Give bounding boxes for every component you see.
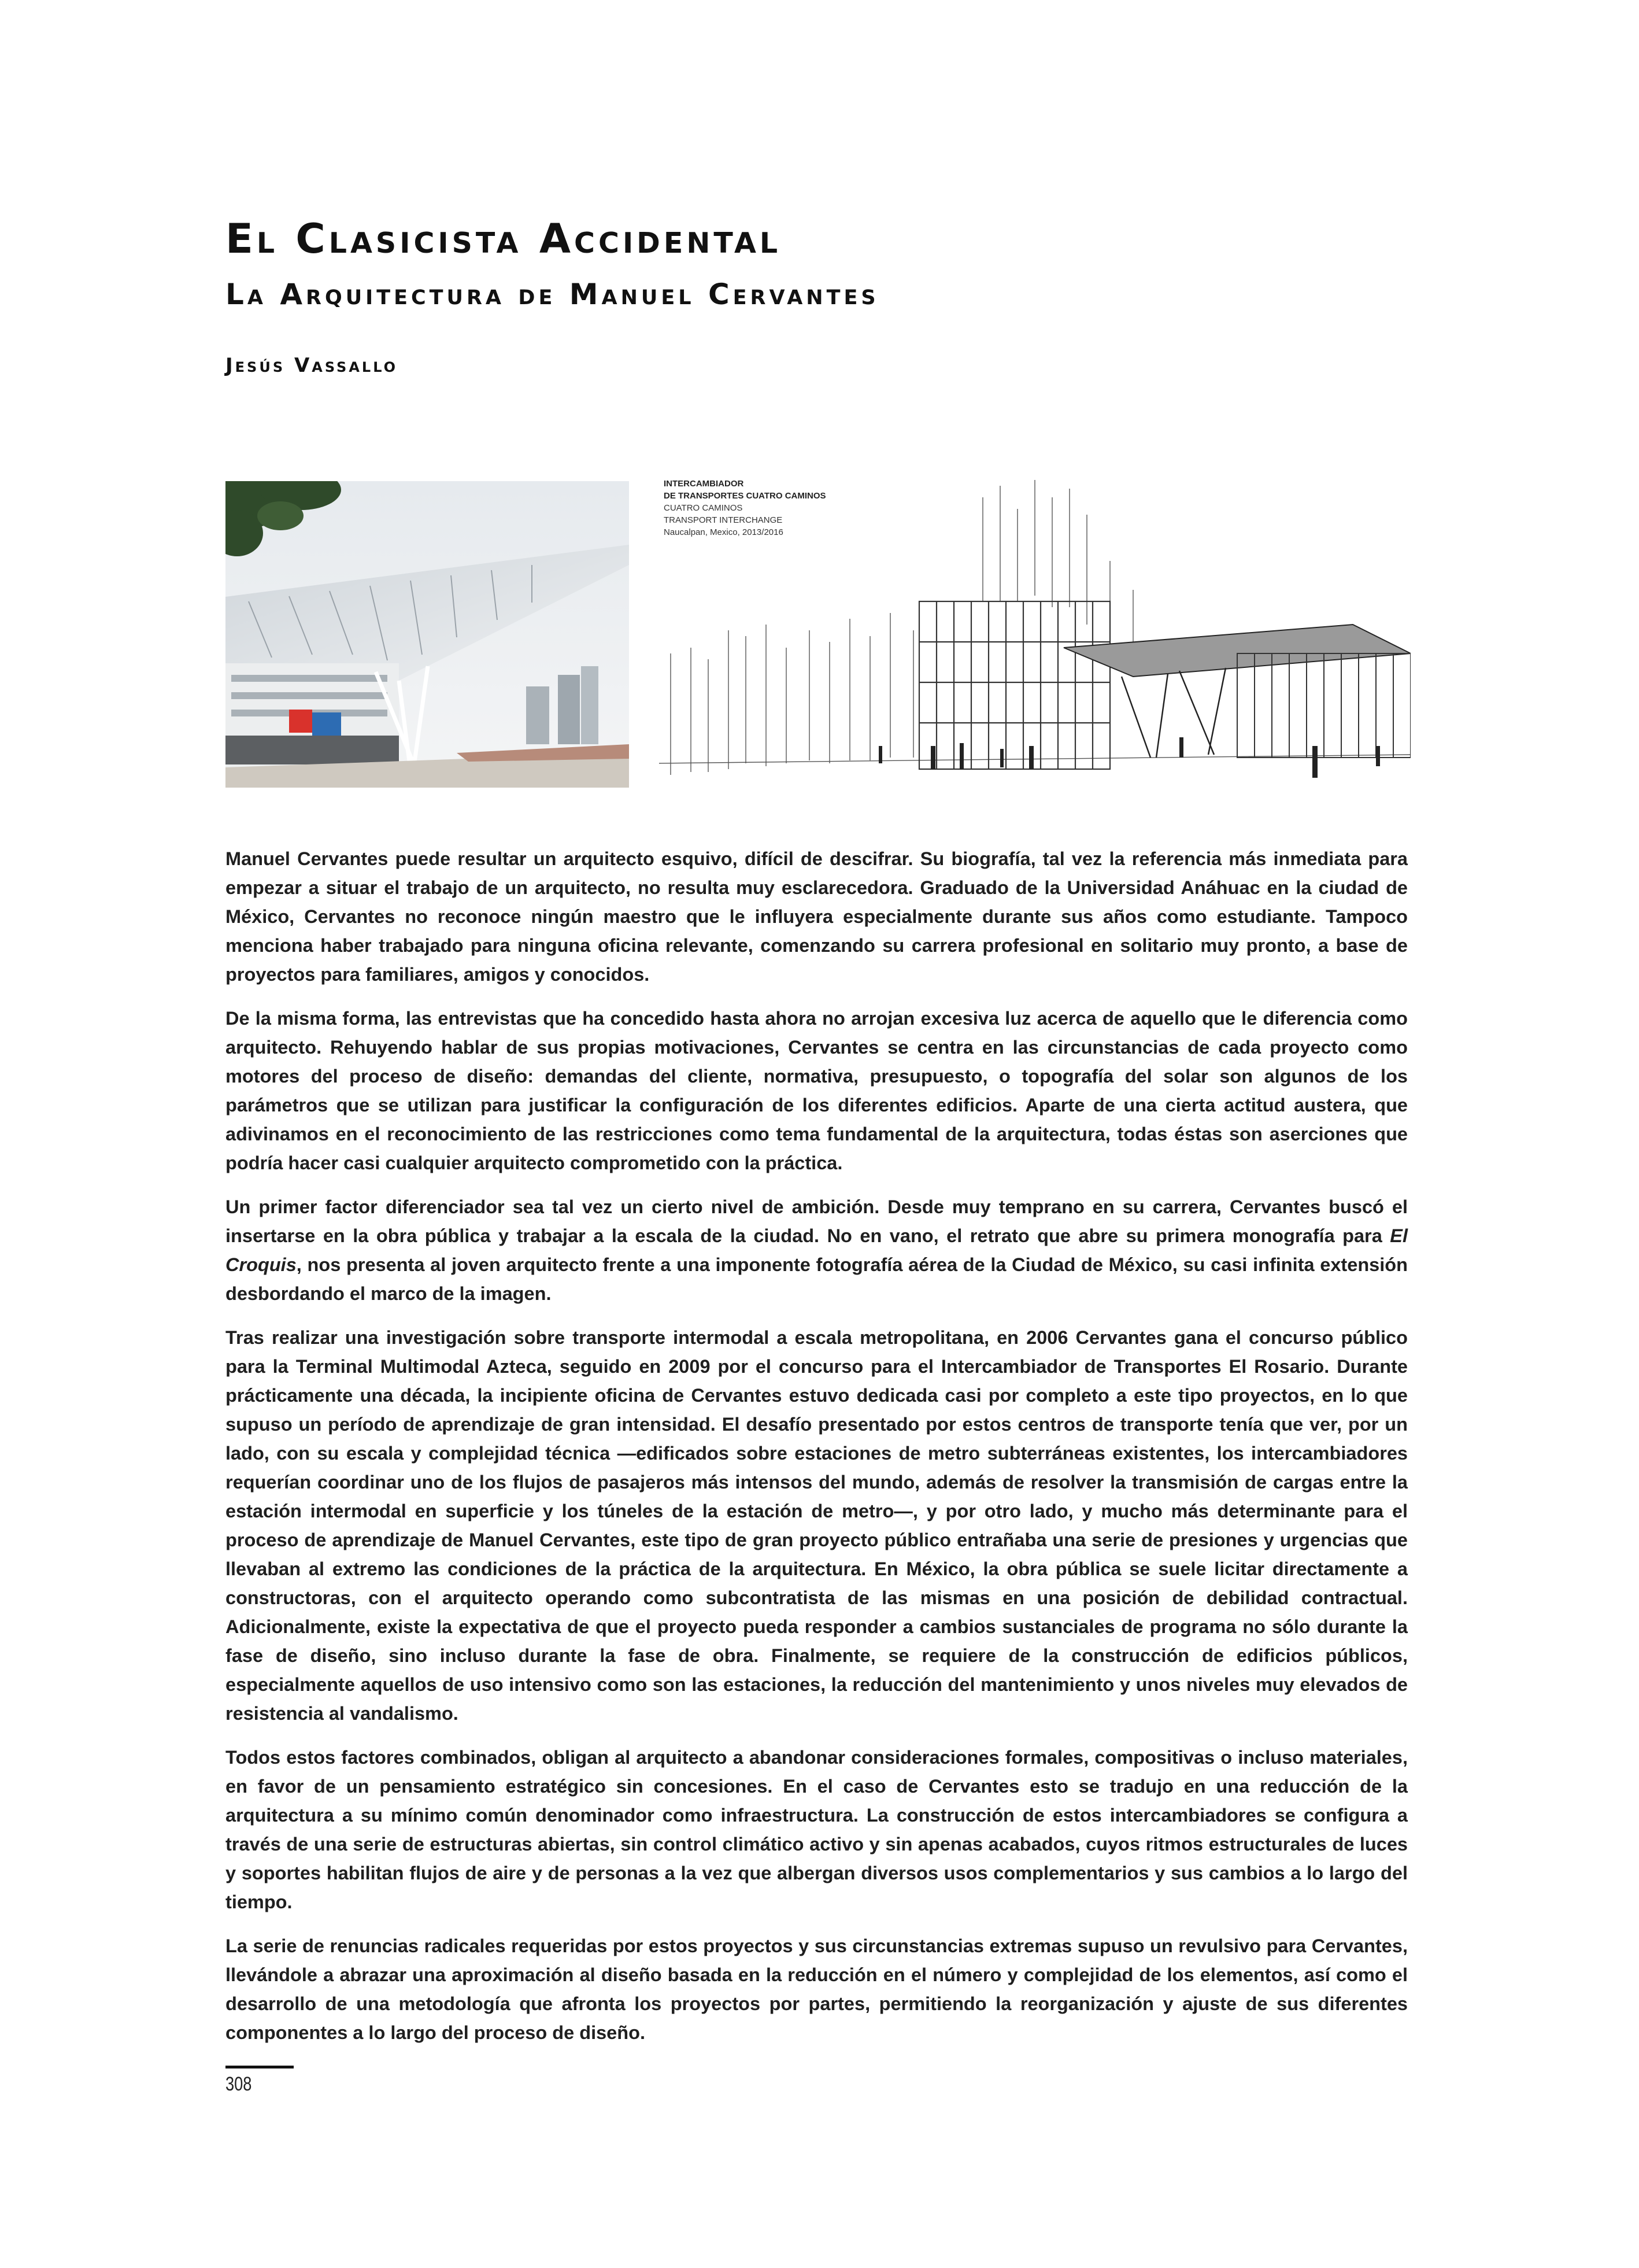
- paragraph-3-end: , nos presenta al joven arquitecto frente a una imponente fotografía aérea de la Ciudad de México, su casi infinita extensión desbordando el marco de la imagen.: [225, 1254, 1408, 1304]
- canopy-photo: [225, 481, 629, 788]
- paragraph-4: Tras realizar una investigación sobre transporte intermodal a escala metropolitana, en 2006 Cervantes gana el concurso público para la Terminal Multimodal Azteca, seguido en 2009 por el concurso para el Intercambiador de Transportes El Rosario. Durante prácticamente una década, la incipiente oficina de Cervantes estuvo dedicada casi por completo a este tipo proyectos, en lo que supuso un período de aprendizaje de gran intensidad. El desafío presentado por estos centros de transporte tenía que ver, por un lado, con su escala y complejidad técnica —edificados sobre estaciones de metro subterráneas existentes, los intercambiadores requerían coordinar uno de los flujos de pasajeros más intensos del mundo, además de resolver la transmisión de cargas entre la estación intermodal en superficie y los túneles de la estación de metro—, y por otro lado, y mucho más determinante para el proceso de aprendizaje de Manuel Cervantes, este tipo de gran proyecto público entrañaba una serie de presiones y urgencias que llevaban al extremo las condiciones de la práctica de la arquitectura. En México, la obra pública se suele licitar directamente a constructoras, con el arquitecto operando como subcontratista de las mismas en una posición de debilidad contractual. Adicionalmente, existe la expectativa de que el proyecto pueda responder a cambios sustanciales de programa no sólo durante la fase de diseño, sino incluso durante la fase de obra. Finalmente, se requiere de la construcción de edificios públicos, especialmente aquellos de uso intensivo como son las estaciones, la reducción del mantenimiento y unos niveles muy elevados de resistencia al vandalismo.: [225, 1327, 1408, 1724]
- paragraph-1: Manuel Cervantes puede resultar un arquitecto esquivo, difícil de descifrar. Su biografía, tal vez la referencia más inmediata para empezar a situar el trabajo de un arquitecto, no resulta muy esclarecedora. Graduado de la Universidad Anáhuac en la ciudad de México, Cervantes no reconoce ningún maestro que le influyera especialmente durante sus años como estudiante. Tampoco menciona haber trabajado para ninguna oficina relevante, comenzando su carrera profesional en solitario muy pronto, a base de proyectos para familiares, amigos y conocidos.: [225, 848, 1408, 985]
- paragraph-5: Todos estos factores combinados, obligan al arquitecto a abandonar consideraciones formales, compositivas o incluso materiales, en favor de un pensamiento estratégico sin concesiones. En el caso de Cervantes esto se tradujo en una reducción de la arquitectura a su mínimo común denominador como infraestructura. La construcción de estos intercambiadores se configura a través de una serie de estructuras abiertas, sin control climático activo y sin apenas acabados, cuyos ritmos estructurales de luces y soportes habilitan flujos de aire y de personas a la vez que albergan diversos usos complementarios y sus cambios a lo largo del tiempo.: [225, 1747, 1408, 1912]
- folio-rule: [225, 2066, 294, 2068]
- paragraph-3-start: Un primer factor diferenciador sea tal vez un cierto nivel de ambición. Desde muy temprano en su carrera, Cervantes buscó el insertarse en la obra pública y trabajar a la escala de la ciudad. No en vano, el retrato que abre su primera monografía para: [225, 1196, 1408, 1246]
- caption-title-es-line2: DE TRANSPORTES CUATRO CAMINOS: [664, 491, 826, 501]
- publication-name: El Croquis: [225, 1225, 1408, 1275]
- caption-title-en-line1: CUATRO CAMINOS: [664, 503, 743, 513]
- caption-title-es-line1: INTERCAMBIADOR: [664, 479, 744, 489]
- article-title: El Clasicista Accidental: [225, 215, 782, 263]
- article-subtitle: La Arquitectura de Manuel Cervantes: [225, 278, 879, 311]
- caption-title-en-line2: TRANSPORT INTERCHANGE: [664, 515, 783, 525]
- paragraph-2: De la misma forma, las entrevistas que ha concedido hasta ahora no arrojan excesiva luz acerca de aquello que le diferencia como arquitecto. Rehuyendo hablar de sus propias motivaciones, Cervantes se centra en las circunstancias de cada proyecto como motores del proceso de diseño: demandas del cliente, normativa, presupuesto, o topografía del solar son algunos de los parámetros que se utilizan para justificar la configuración de los diferentes edificios. Aparte de una cierta actitud austera, que adivinamos en el reconocimiento de las restricciones como tema fundamental de la arquitectura, todas éstas son aserciones que podría hacer casi cualquier arquitecto comprometido con la práctica.: [225, 1008, 1408, 1173]
- figure-caption: [664, 478, 907, 538]
- paragraph-3: [225, 1192, 1408, 1308]
- article-body: [225, 844, 1408, 2062]
- author-name: Jesús Vassallo: [225, 354, 398, 377]
- caption-location: Naucalpan, Mexico, 2013/2016: [664, 527, 783, 537]
- page-number: 308: [225, 2073, 252, 2095]
- paragraph-6: La serie de renuncias radicales requeridas por estos proyectos y sus circunstancias extremas supuso un revulsivo para Cervantes, llevándole a abrazar una aproximación al diseño basada en la reducción en el número y complejidad de los elementos, así como el desarrollo de una metodología que afronta los proyectos por partes, permitiendo la reorganización y ajuste de sus diferentes componentes a lo largo del proceso de diseño.: [225, 1935, 1408, 2043]
